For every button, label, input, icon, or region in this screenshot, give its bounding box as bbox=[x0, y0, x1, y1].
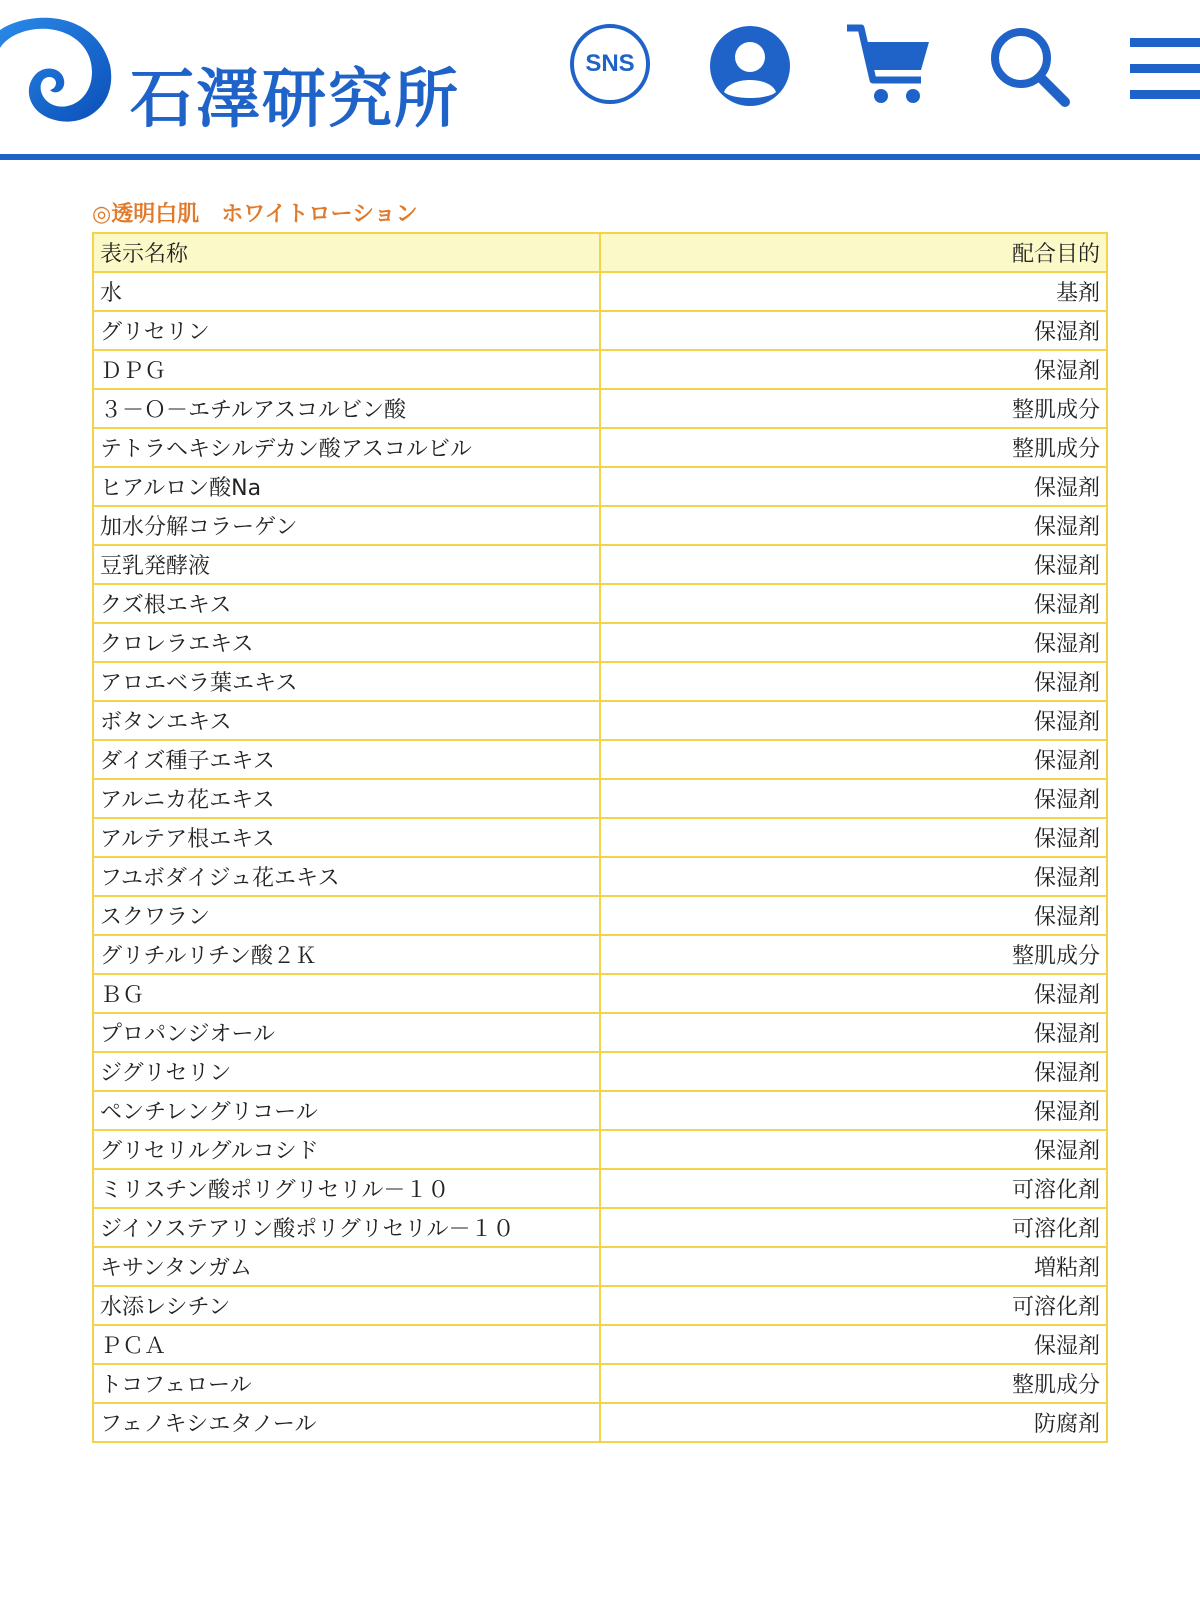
table-row bbox=[93, 623, 1107, 662]
ingredient-name-cell: ダイズ種子エキス bbox=[93, 740, 600, 779]
ingredient-purpose-cell: 整肌成分 bbox=[600, 935, 1107, 974]
table-row bbox=[93, 428, 1107, 467]
table-row bbox=[93, 935, 1107, 974]
ingredient-purpose-cell: 保湿剤 bbox=[600, 701, 1107, 740]
ingredient-name-cell: ＤＰＧ bbox=[93, 350, 600, 389]
ingredient-purpose-cell: 保湿剤 bbox=[600, 350, 1107, 389]
ingredient-name-cell: ヒアルロン酸Na bbox=[93, 467, 600, 506]
ingredient-purpose-cell: 可溶化剤 bbox=[600, 1169, 1107, 1208]
table-row bbox=[93, 1169, 1107, 1208]
table-header-row bbox=[93, 233, 1107, 272]
table-row bbox=[93, 1208, 1107, 1247]
ingredient-name-cell: アルニカ花エキス bbox=[93, 779, 600, 818]
ingredient-name-cell: グリセリルグルコシド bbox=[93, 1130, 600, 1169]
ingredient-name-cell: ジイソステアリン酸ポリグリセリル－１０ bbox=[93, 1208, 600, 1247]
ingredient-purpose-cell: 増粘剤 bbox=[600, 1247, 1107, 1286]
logo-swirl-icon[interactable] bbox=[0, 10, 115, 125]
ingredient-purpose-cell: 防腐剤 bbox=[600, 1403, 1107, 1442]
ingredient-purpose-cell: 保湿剤 bbox=[600, 584, 1107, 623]
ingredient-purpose-cell: 保湿剤 bbox=[600, 467, 1107, 506]
ingredient-name-cell: 加水分解コラーゲン bbox=[93, 506, 600, 545]
ingredient-purpose-cell: 保湿剤 bbox=[600, 974, 1107, 1013]
column-header-purpose: 配合目的 bbox=[600, 233, 1107, 272]
ingredient-name-cell: ペンチレングリコール bbox=[93, 1091, 600, 1130]
table-row bbox=[93, 1286, 1107, 1325]
brand-name[interactable]: 石澤研究所 bbox=[130, 63, 460, 137]
ingredient-name-cell: ミリスチン酸ポリグリセリル－１０ bbox=[93, 1169, 600, 1208]
table-row bbox=[93, 974, 1107, 1013]
ingredient-purpose-cell: 保湿剤 bbox=[600, 818, 1107, 857]
ingredient-purpose-cell: 整肌成分 bbox=[600, 428, 1107, 467]
table-row bbox=[93, 1052, 1107, 1091]
ingredient-purpose-cell: 保湿剤 bbox=[600, 1091, 1107, 1130]
table-row bbox=[93, 1403, 1107, 1442]
ingredient-name-cell: トコフェロール bbox=[93, 1364, 600, 1403]
cart-icon[interactable] bbox=[845, 22, 935, 112]
table-row bbox=[93, 389, 1107, 428]
ingredient-name-cell: キサンタンガム bbox=[93, 1247, 600, 1286]
ingredient-purpose-cell: 保湿剤 bbox=[600, 857, 1107, 896]
ingredient-purpose-cell: 保湿剤 bbox=[600, 311, 1107, 350]
ingredient-purpose-cell: 基剤 bbox=[600, 272, 1107, 311]
ingredient-name-cell: アロエベラ葉エキス bbox=[93, 662, 600, 701]
ingredient-name-cell: テトラヘキシルデカン酸アスコルビル bbox=[93, 428, 600, 467]
ingredient-purpose-cell: 保湿剤 bbox=[600, 1013, 1107, 1052]
table-row bbox=[93, 350, 1107, 389]
ingredient-purpose-cell: 保湿剤 bbox=[600, 1052, 1107, 1091]
ingredient-name-cell: 水 bbox=[93, 272, 600, 311]
user-icon[interactable] bbox=[706, 22, 794, 110]
ingredient-purpose-cell: 保湿剤 bbox=[600, 1130, 1107, 1169]
ingredient-purpose-cell: 整肌成分 bbox=[600, 389, 1107, 428]
ingredient-name-cell: フユボダイジュ花エキス bbox=[93, 857, 600, 896]
menu-icon[interactable] bbox=[1130, 28, 1200, 108]
sns-label: SNS bbox=[585, 50, 635, 77]
table-row bbox=[93, 311, 1107, 350]
table-row bbox=[93, 506, 1107, 545]
ingredient-name-cell: ＢＧ bbox=[93, 974, 600, 1013]
ingredient-name-cell: スクワラン bbox=[93, 896, 600, 935]
ingredient-purpose-cell: 保湿剤 bbox=[600, 662, 1107, 701]
ingredient-section bbox=[92, 198, 1106, 1443]
ingredient-name-cell: ３－Ｏ－エチルアスコルビン酸 bbox=[93, 389, 600, 428]
ingredient-name-cell: 水添レシチン bbox=[93, 1286, 600, 1325]
ingredient-name-cell: クズ根エキス bbox=[93, 584, 600, 623]
table-row bbox=[93, 779, 1107, 818]
site-header bbox=[0, 0, 1200, 160]
table-row bbox=[93, 857, 1107, 896]
ingredient-name-cell: ＰＣＡ bbox=[93, 1325, 600, 1364]
ingredient-purpose-cell: 保湿剤 bbox=[600, 623, 1107, 662]
table-row bbox=[93, 1013, 1107, 1052]
table-row bbox=[93, 1130, 1107, 1169]
search-icon[interactable] bbox=[985, 22, 1075, 112]
ingredient-purpose-cell: 保湿剤 bbox=[600, 1325, 1107, 1364]
table-row bbox=[93, 467, 1107, 506]
ingredient-purpose-cell: 整肌成分 bbox=[600, 1364, 1107, 1403]
ingredient-name-cell: グリセリン bbox=[93, 311, 600, 350]
ingredient-table bbox=[92, 232, 1108, 1443]
table-row bbox=[93, 896, 1107, 935]
table-row bbox=[93, 1247, 1107, 1286]
ingredient-name-cell: 豆乳発酵液 bbox=[93, 545, 600, 584]
ingredient-purpose-cell: 保湿剤 bbox=[600, 740, 1107, 779]
ingredient-purpose-cell: 保湿剤 bbox=[600, 506, 1107, 545]
ingredient-purpose-cell: 可溶化剤 bbox=[600, 1286, 1107, 1325]
table-row bbox=[93, 662, 1107, 701]
section-title: ◎透明白肌 ホワイトローション bbox=[92, 202, 418, 227]
ingredient-purpose-cell: 保湿剤 bbox=[600, 779, 1107, 818]
table-row bbox=[93, 818, 1107, 857]
table-row bbox=[93, 1364, 1107, 1403]
table-row bbox=[93, 1325, 1107, 1364]
ingredient-name-cell: クロレラエキス bbox=[93, 623, 600, 662]
ingredient-name-cell: ボタンエキス bbox=[93, 701, 600, 740]
table-row bbox=[93, 701, 1107, 740]
ingredient-name-cell: プロパンジオール bbox=[93, 1013, 600, 1052]
ingredient-name-cell: フェノキシエタノール bbox=[93, 1403, 600, 1442]
ingredient-name-cell: ジグリセリン bbox=[93, 1052, 600, 1091]
table-row bbox=[93, 545, 1107, 584]
ingredient-purpose-cell: 保湿剤 bbox=[600, 545, 1107, 584]
ingredient-name-cell: アルテア根エキス bbox=[93, 818, 600, 857]
table-row bbox=[93, 1091, 1107, 1130]
sns-button[interactable] bbox=[570, 24, 650, 104]
table-row bbox=[93, 272, 1107, 311]
table-row bbox=[93, 740, 1107, 779]
ingredient-purpose-cell: 保湿剤 bbox=[600, 896, 1107, 935]
column-header-name: 表示名称 bbox=[93, 233, 600, 272]
ingredient-name-cell: グリチルリチン酸２Ｋ bbox=[93, 935, 600, 974]
table-row bbox=[93, 584, 1107, 623]
ingredient-purpose-cell: 可溶化剤 bbox=[600, 1208, 1107, 1247]
